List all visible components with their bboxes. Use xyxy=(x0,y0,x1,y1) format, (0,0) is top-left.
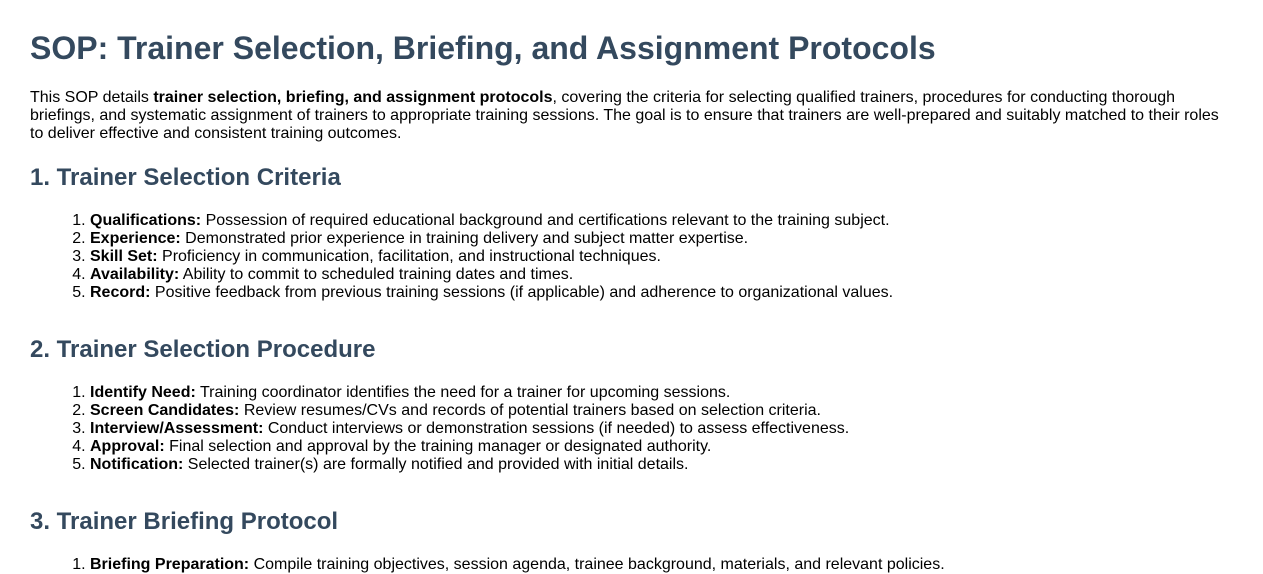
list-item-text: Conduct interviews or demonstration sessions (if needed) to assess effectiveness. xyxy=(263,420,850,437)
list-item xyxy=(90,384,1233,402)
section-heading-selection-procedure: 2. Trainer Selection Procedure xyxy=(30,336,376,363)
list-item-term: Record: xyxy=(90,284,151,301)
list-item xyxy=(90,212,1233,230)
list-item-term: Experience: xyxy=(90,230,181,247)
list-item-term: Approval: xyxy=(90,438,165,455)
list-item xyxy=(90,248,1233,266)
briefing-protocol-list xyxy=(30,556,1233,574)
list-item-term: Identify Need: xyxy=(90,384,196,401)
intro-prefix: This SOP details xyxy=(30,89,154,106)
list-item-term: Availability: xyxy=(90,266,180,283)
list-item-term: Skill Set: xyxy=(90,248,158,265)
section-heading-selection-criteria: 1. Trainer Selection Criteria xyxy=(30,164,341,191)
intro-suffix: , covering the criteria for selecting qualified trainers, procedures for conducting thorough briefings, and systematic assignment of trainers to appropriate training sessions. The goal is to ensure that trainers are well-prepared and suitably matched to their roles to deliver effective and consistent training outcomes. xyxy=(30,89,1219,142)
intro-bold: trainer selection, briefing, and assignment protocols xyxy=(153,89,553,106)
list-item-text: Positive feedback from previous training sessions (if applicable) and adherence to organizational values. xyxy=(150,284,894,301)
list-item-text: Ability to commit to scheduled training dates and times. xyxy=(179,266,574,283)
list-item-text: Demonstrated prior experience in training delivery and subject matter expertise. xyxy=(180,230,749,247)
list-item-term: Screen Candidates: xyxy=(90,402,240,419)
list-item-text: Possession of required educational background and certifications relevant to the training subject. xyxy=(201,212,890,229)
selection-criteria-list xyxy=(30,212,1233,302)
list-item xyxy=(90,556,1233,574)
list-item xyxy=(90,266,1233,284)
list-item-term: Notification: xyxy=(90,456,184,473)
list-item xyxy=(90,402,1233,420)
section-heading-briefing-protocol: 3. Trainer Briefing Protocol xyxy=(30,508,339,535)
list-item-term: Briefing Preparation: xyxy=(90,556,250,573)
list-item-text: Training coordinator identifies the need for a trainer for upcoming sessions. xyxy=(195,384,731,401)
list-item-text: Review resumes/CVs and records of potential trainers based on selection criteria. xyxy=(239,402,821,419)
selection-procedure-list xyxy=(30,384,1233,474)
list-item-term: Interview/Assessment: xyxy=(90,420,264,437)
list-item xyxy=(90,438,1233,456)
list-item xyxy=(90,456,1233,474)
page-title: SOP: Trainer Selection, Briefing, and Assignment Protocols xyxy=(30,30,936,66)
list-item xyxy=(90,230,1233,248)
list-item-text: Final selection and approval by the training manager or designated authority. xyxy=(164,438,712,455)
list-item-term: Qualifications: xyxy=(90,212,202,229)
list-item xyxy=(90,420,1233,438)
list-item xyxy=(90,284,1233,302)
intro-paragraph xyxy=(30,89,1230,143)
list-item-text: Compile training objectives, session agenda, trainee background, materials, and relevant policies. xyxy=(249,556,945,573)
list-item-text: Proficiency in communication, facilitation, and instructional techniques. xyxy=(157,248,661,265)
list-item-text: Selected trainer(s) are formally notified and provided with initial details. xyxy=(183,456,689,473)
